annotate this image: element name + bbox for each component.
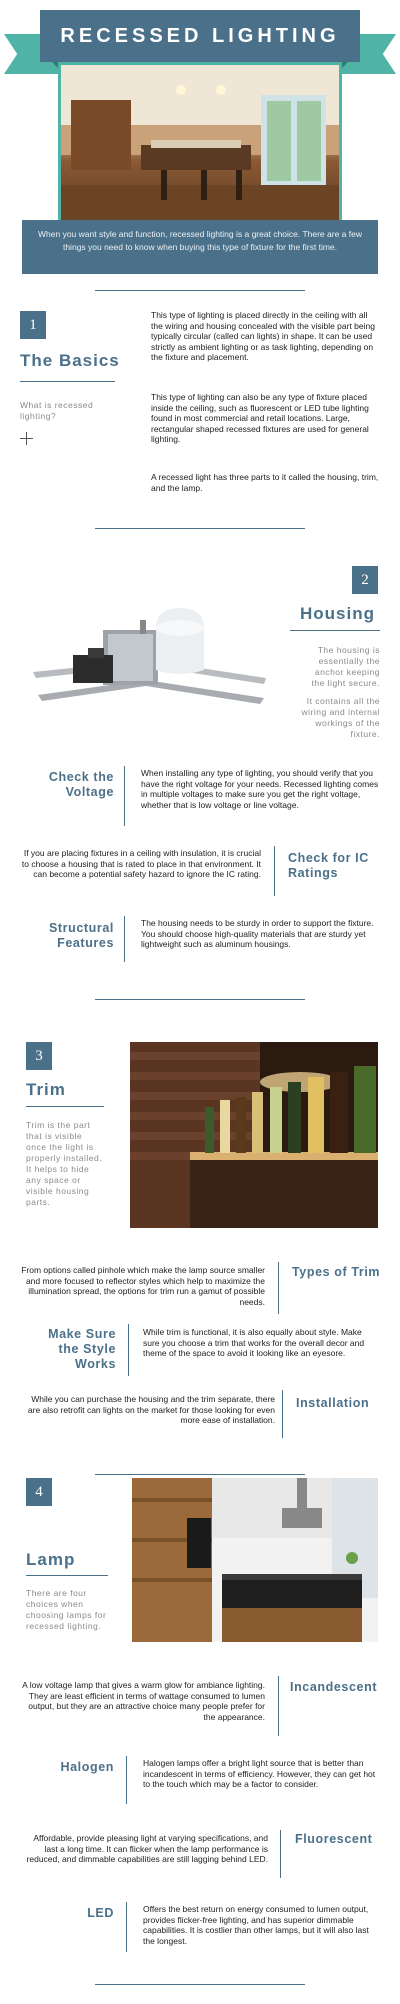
section-title-basics: The Basics [20, 351, 120, 370]
kitchen-photo [61, 65, 339, 225]
vertical-rule [124, 916, 125, 962]
vertical-rule [282, 1390, 283, 1438]
lamp-heading-halogen: Halogen [60, 1760, 114, 1774]
lamp-text-incandescent: A low voltage lamp that gives a warm glow for ambiance lighting. They are least efficient in terms of wattage consumed to lumen output, but they are an attractive choice many people prefer for the appearance. [22, 1680, 265, 1722]
trim-heading-style: Make Sure the Style Works [48, 1327, 116, 1371]
wine-cellar-photo [130, 1042, 378, 1228]
lamp-heading-led: LED [87, 1906, 114, 1920]
section-rule [26, 1575, 108, 1576]
housing-note-1: The housing is essentially the anchor keeping the light secure. [311, 645, 380, 688]
housing-note-2: It contains all the wiring and internal workings of the fixture. [301, 696, 380, 739]
section-rule [290, 630, 380, 631]
trim-text-style: While trim is functional, it is also equally about style. Make sure you choose a trim that works for the overall decor and theme of the space to avoid it looking like an eyesore. [143, 1327, 365, 1358]
page-title: RECESSED LIGHTING [40, 10, 360, 62]
basics-paragraph-3: A recessed light has three parts to it called the housing, trim, and the lamp. [151, 472, 379, 493]
section-number-1: 1 [20, 311, 46, 339]
vertical-rule [124, 766, 125, 826]
basics-note: What is recessed lighting? [20, 400, 94, 421]
housing-text-voltage: When installing any type of lighting, you should verify that you have the right voltage for your needs. Recessed lighting comes in multiple voltages to make sure you get the right voltage, whether that is low voltage or line voltage. [141, 768, 379, 810]
section-title-housing: Housing [300, 604, 375, 623]
plus-icon [20, 432, 33, 445]
lamp-text-halogen: Halogen lamps offer a bright light source that is better than incandescent in terms of efficiency. However, they can get hot to the touch which may be a factor to consider. [143, 1758, 376, 1789]
lamp-text-fluorescent: Affordable, provide pleasing light at varying specifications, and last a long time. It can flicker when the lamp performance is reduced, and dimmable capabilities are still lagging behind LED. [26, 1833, 268, 1864]
trim-note: Trim is the part that is visible once the light is properly installed. It helps to hide any space or visible housing parts. [26, 1120, 103, 1207]
vertical-rule [126, 1756, 127, 1804]
vertical-rule [126, 1902, 127, 1952]
trim-heading-installation: Installation [296, 1396, 370, 1410]
section-title-trim: Trim [26, 1080, 66, 1099]
vertical-rule [278, 1262, 279, 1314]
housing-text-ic: If you are placing fixtures in a ceiling with insulation, it is crucial to choose a housing that is rated to place in that environment. It can become a potential safety hazard to ignore the IC rating. [21, 848, 261, 879]
trim-heading-types: Types of Trim [292, 1265, 381, 1279]
basics-paragraph-2: This type of lighting can also be any type of fixture placed inside the ceiling, such as fluorescent or LED tube lighting found in most commercial and retail locations. Large, rectangular shaped recessed fixtures are used for general lighting. [151, 392, 369, 444]
hero-image-frame [58, 62, 342, 228]
vertical-rule [278, 1676, 279, 1736]
vertical-rule [280, 1830, 281, 1878]
lamp-heading-incandescent: Incandescent [290, 1680, 378, 1694]
section-number-4: 4 [26, 1478, 52, 1506]
basics-paragraph-1: This type of lighting is placed directly in the ceiling with all the wiring and housing concealed with the visible part being typically circular (called can lights) in shape. It can be used strictly as ambient lighting or as task lighting, depending on the fixture and placement. [151, 310, 375, 362]
vertical-rule [128, 1324, 129, 1376]
housing-heading-ic: Check for IC Ratings [288, 851, 369, 880]
vertical-rule [274, 846, 275, 896]
lamp-text-led: Offers the best return on energy consumed to lumen output, provides flicker-free lighting, and has superior dimmable capabilities. It is costlier than other lamps, but it will also last the longest. [143, 1904, 369, 1946]
housing-text-structural: The housing needs to be sturdy in order to support the fixture. You should choose high-quality materials that are sturdy yet lightweight such as aluminum housings. [141, 918, 374, 949]
divider [95, 528, 305, 529]
section-rule [26, 1106, 104, 1107]
lamp-note: There are four choices when choosing lamps for recessed lighting. [26, 1588, 107, 1631]
intro-text: When you want style and function, recessed lighting is a great choice. There are a few things you need to know when buying this type of fixture for the first time. [22, 220, 378, 274]
divider [95, 1984, 305, 1985]
divider [95, 999, 305, 1000]
section-number-3: 3 [26, 1042, 52, 1070]
section-number-2: 2 [352, 566, 378, 594]
divider [95, 1474, 305, 1475]
lamp-heading-fluorescent: Fluorescent [295, 1832, 373, 1846]
divider [95, 290, 305, 291]
housing-fixture-photo [28, 600, 268, 720]
housing-heading-structural: Structural Features [48, 921, 114, 950]
section-title-lamp: Lamp [26, 1550, 76, 1569]
trim-text-installation: While you can purchase the housing and the trim separate, there are also retrofit can lights on the market for those looking for even more ease of installation. [27, 1394, 275, 1425]
modern-kitchen-photo [132, 1478, 378, 1642]
section-rule [20, 381, 115, 382]
housing-heading-voltage: Check the Voltage [48, 770, 114, 799]
trim-text-types: From options called pinhole which make the lamp source smaller and more focused to reflector styles which help to maximize the illumination spread, the options for trim run a gamut of possible needs. [21, 1265, 265, 1307]
